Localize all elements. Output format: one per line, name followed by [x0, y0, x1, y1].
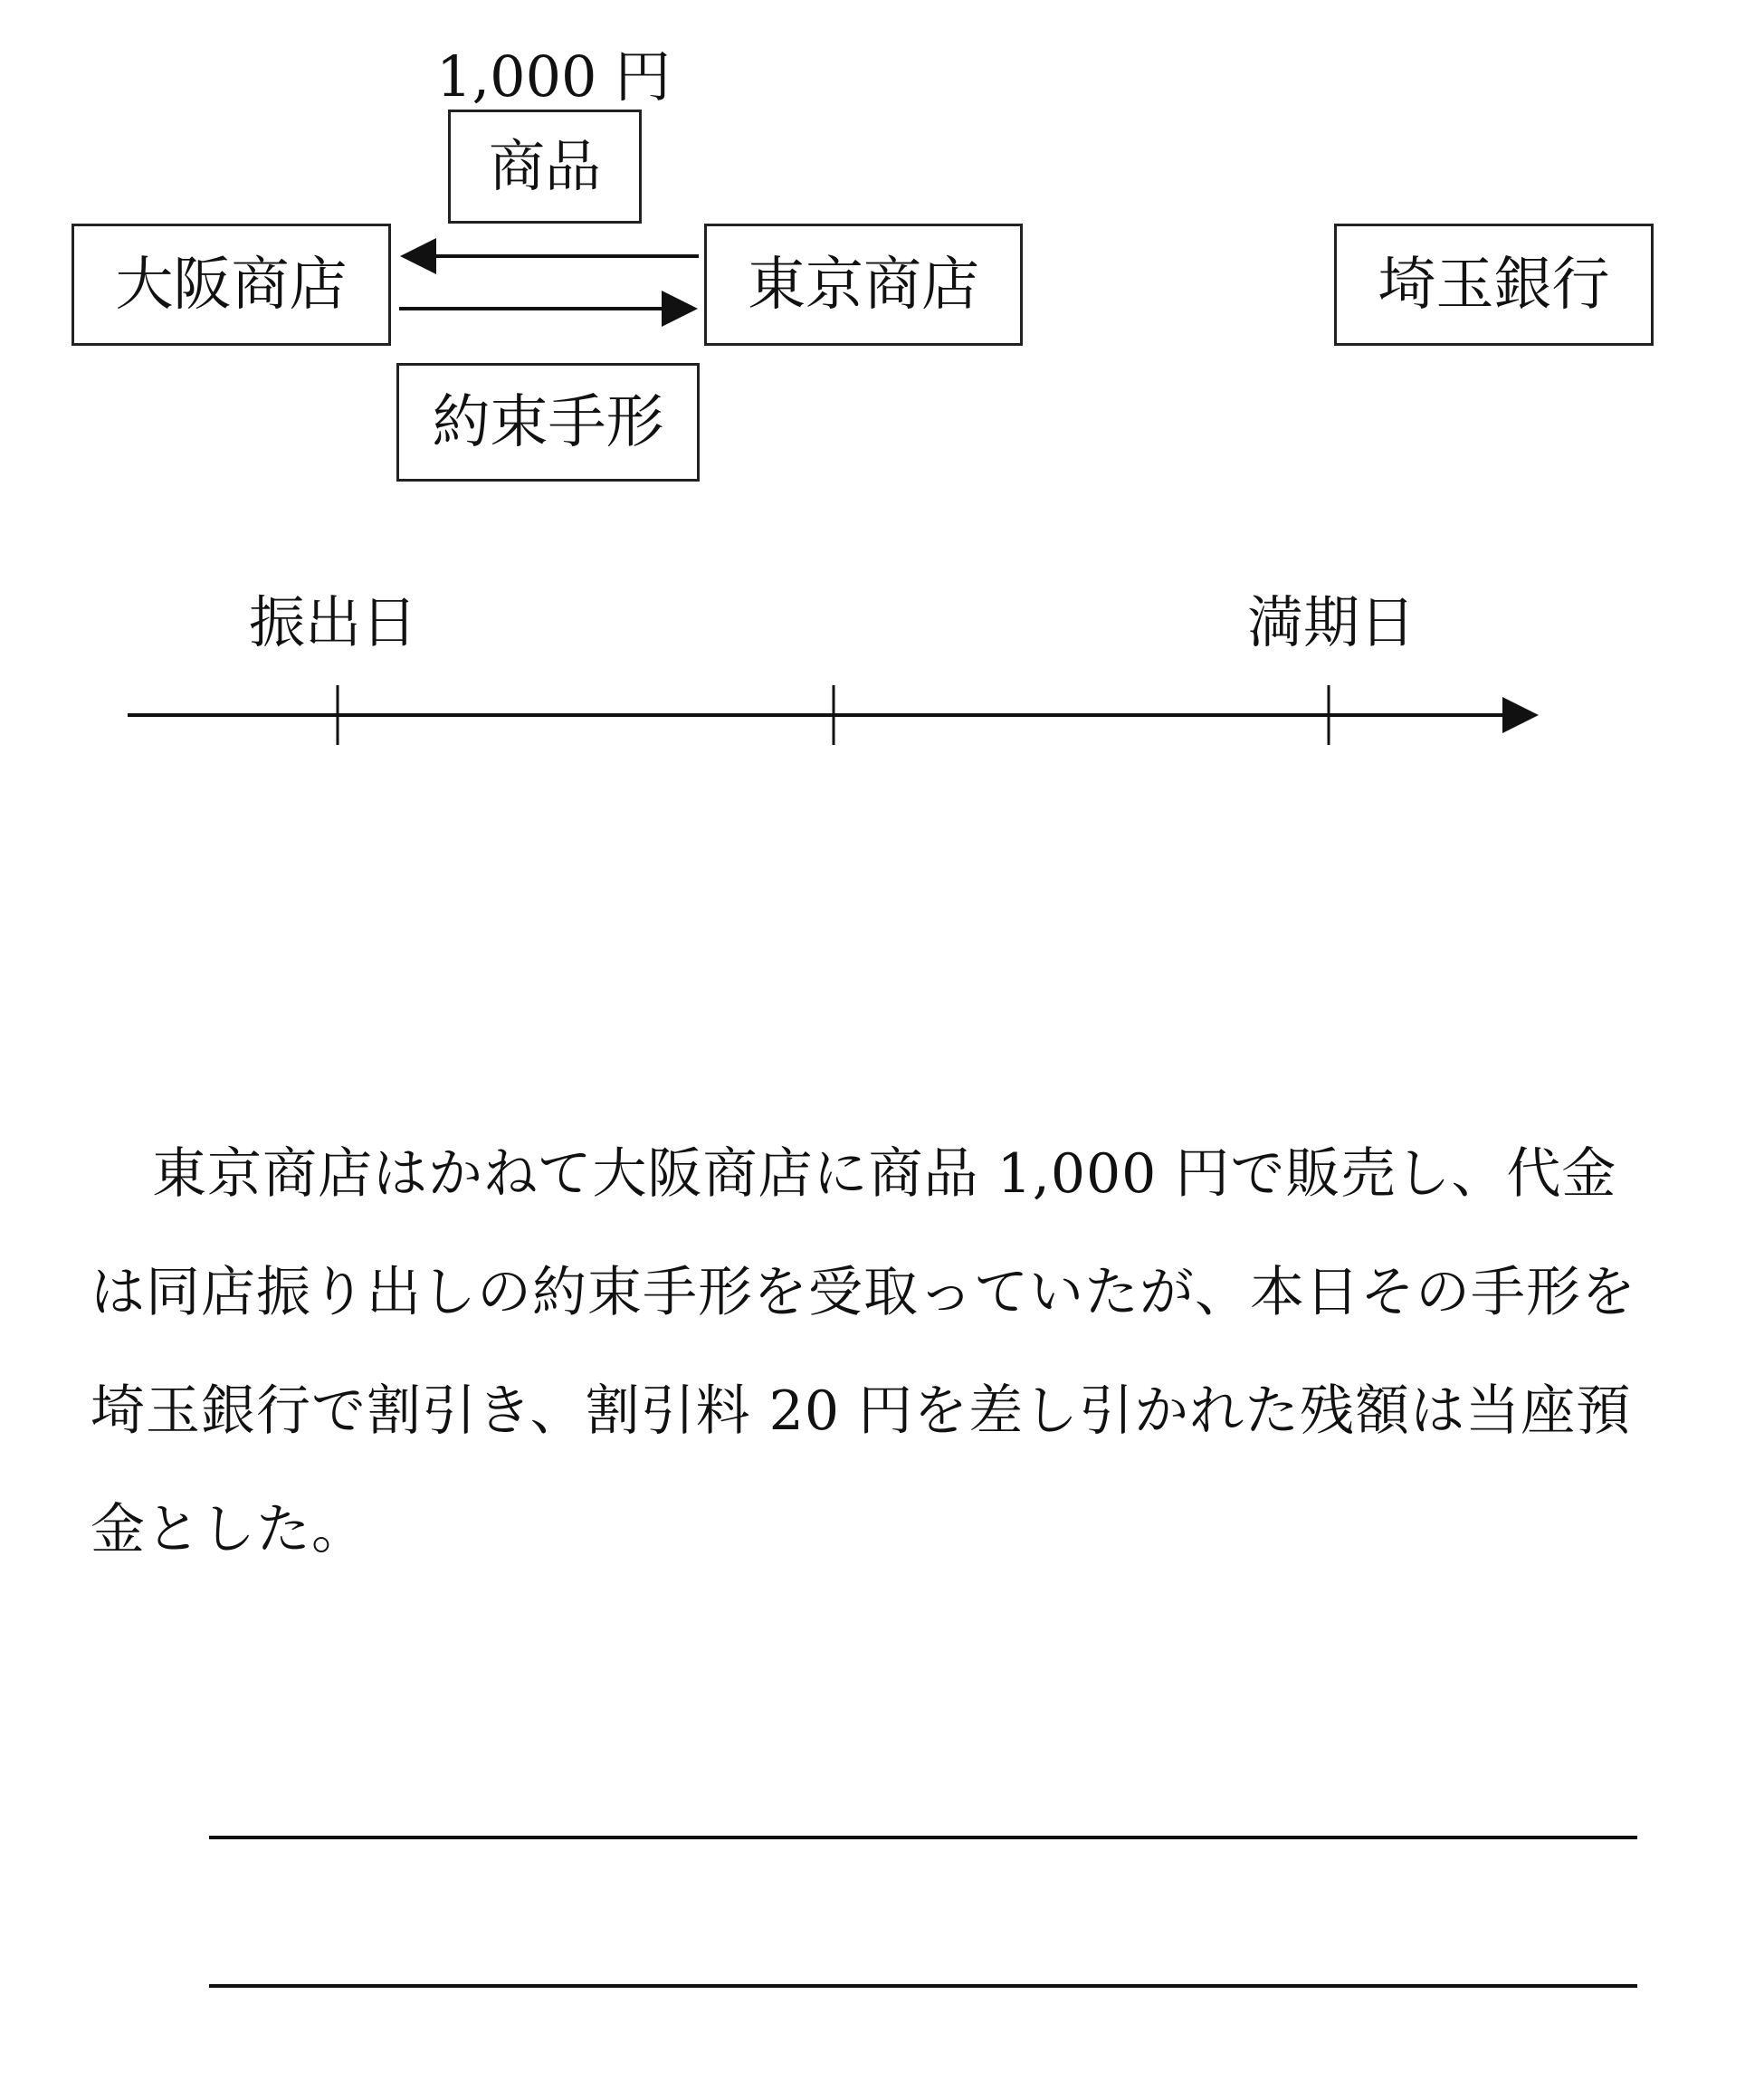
goods-box: 商品	[448, 110, 642, 224]
maturity-date-label: 満期日	[1247, 589, 1416, 655]
osaka-store-box: 大阪商店	[72, 224, 391, 346]
promissory-note-box: 約束手形	[396, 363, 700, 482]
issue-date-label: 振出日	[249, 589, 418, 655]
saitama-bank-box: 埼玉銀行	[1334, 224, 1654, 346]
problem-text: 東京商店はかねて大阪商店に商品 1,000 円で販売し、代金は同店振り出しの約束手形を受取っていたが、本日その手形を埼玉銀行で割引き、割引料 20 円を差し引かれた残額は当座預金とした。	[91, 1142, 1636, 1561]
tokyo-store-box: 東京商店	[704, 224, 1023, 346]
problem-statement	[91, 1115, 1656, 1589]
amount-label: 1,000 円	[436, 43, 672, 110]
